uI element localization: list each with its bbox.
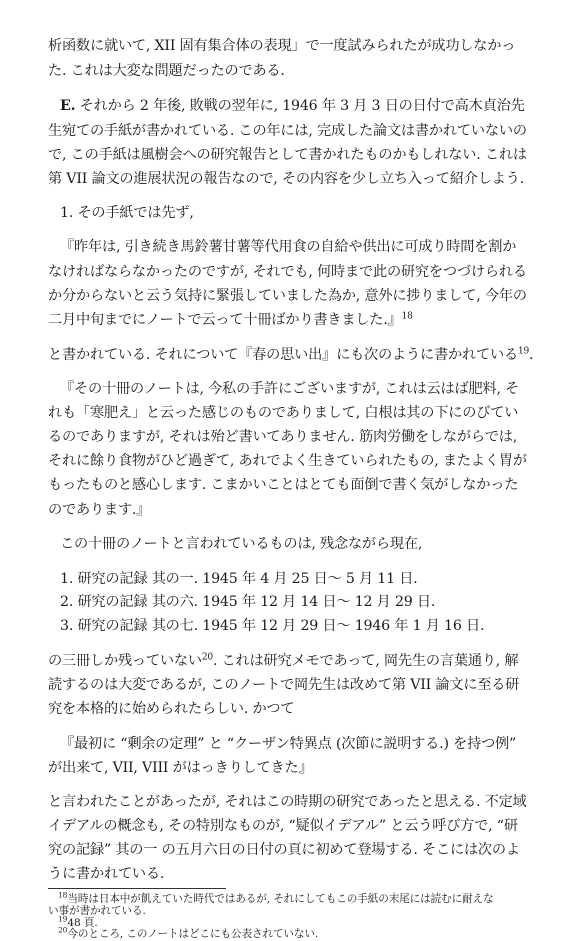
text-line: で, この手紙は風樹会への研究報告として書かれたものかもしれない. これは	[48, 147, 527, 163]
list-item: 3. 研究の記録 其の七. 1945 年 12 月 29 日～ 1946 年 1 月 16 日.	[60, 618, 485, 634]
footnote-ref[interactable]: 20	[201, 652, 213, 663]
list-item: 2. 研究の記録 其の六. 1945 年 12 月 14 日～ 12 月 29 日.	[60, 594, 436, 610]
line-text: の三冊しか残っていない	[48, 653, 202, 669]
text-line: と言われたことがあったが, それはこの時期の研究であったと思える. 不定域	[48, 794, 527, 810]
text-line: E. それから 2 年後, 敗戦の翌年に, 1946 年 3 月 3 日の日付で高木貞治先	[60, 98, 525, 114]
quote-line: 『昨年は, 引き続き馬鈴薯甘薯等代用食の自給や供出に可成り時間を割か	[60, 239, 517, 255]
footnote-ref[interactable]: 19	[517, 346, 529, 357]
quote-line: 『その十冊のノートは, 今私の手許にございますが, これは云はば肥料, そ	[60, 381, 520, 397]
quote-line	[48, 311, 413, 329]
footnote-ref[interactable]: 18	[401, 311, 413, 322]
line-trail: .	[529, 347, 534, 363]
section-marker: E.	[60, 98, 76, 114]
quote-line: るのでありますが, それは殆ど書いてありません. 筋肉労働をしながらでは,	[48, 429, 518, 445]
text-line: 第 VII 論文の進展状況の報告なので, その内容を少し立ち入って紹介しよう.	[48, 171, 525, 187]
footnote-mark: 19	[58, 914, 68, 924]
line-trail: .	[212, 653, 218, 669]
footnote-mark: 20	[58, 925, 68, 935]
footnote-text: 今のところ, このノートはどこにも公表されていない.	[67, 928, 319, 940]
text-line: 生宛ての手紙が書かれている. この年には, 完成した論文は書かれていないの	[48, 123, 527, 139]
list-item: 1. 研究の記録 其の一. 1945 年 4 月 25 日～ 5 月 11 日.	[60, 571, 418, 587]
footnote-text: 48 頁.	[67, 917, 98, 929]
quote-line: もったものと感心します. こまかいことはとても面倒で書く気がしなかった	[48, 477, 519, 493]
quote-line: れも「寒肥え」と云った感じのものでありまして, 白根は其の下にのびてい	[48, 405, 519, 421]
text-line: 読するのは大変であるが, このノートで岡先生は改めて第 VII 論文に至る研	[48, 677, 520, 693]
quote-line: 『最初に “剰余の定理” と “クーザン特異点 (次節に説明する.) を持つ例”	[60, 736, 517, 752]
text-line: 析函数に就いて, XII 固有集合体の表現」で一度試みられたが成功しなかっ	[48, 38, 516, 54]
text-line: 究を本格的に始められたらしい. かつて	[48, 701, 295, 717]
text-line	[48, 652, 518, 670]
text-line: この十冊のノートと言われているものは, 残念ながら現在,	[60, 536, 423, 552]
text-line: 究の記録” 其の一 の五月六日の日付の頁に初めて登場する. そこには次のよ	[48, 842, 520, 858]
text-line: 1. その手紙では先ず,	[60, 205, 194, 221]
quote-line: なければならなかったのですが, それでも, 何時まで此の研究をつづけられる	[48, 264, 527, 280]
line-text: と書かれている. それについて『春の思い出』にも次のように書かれている	[48, 347, 518, 363]
quote-line: のであります.』	[48, 502, 151, 518]
footnote-text: い事が書かれている.	[48, 905, 146, 917]
text-line	[48, 346, 533, 364]
quote-line: が出来て, VII, VIII がはっきりしてきた』	[48, 760, 313, 776]
quote-text: 二月中旬までにノートで云って十冊ばかり書きました.』	[48, 312, 402, 328]
text-line: イデアルの概念も, その特別なものが, “疑似イデアル” と云う呼び方で, “研	[48, 818, 518, 834]
footnote-mark: 18	[58, 890, 68, 900]
quote-line: か分からないと云う気持に緊張していました為か, 意外に捗りまして, 今年の	[48, 288, 527, 304]
text-line: た. これは大変な問題だったのである.	[48, 63, 285, 79]
footnote	[58, 925, 319, 941]
quote-line: それに餘り食物がひど過ぎて, あれでよく生きていられたもの, またよく胃が	[48, 453, 527, 469]
text-line: うに書かれている.	[48, 866, 165, 882]
footnote-divider	[48, 888, 226, 889]
line-text: これは研究メモであって, 岡先生の言葉通り, 解	[221, 653, 519, 669]
footnote-text: 当時は日本中が飢えていた時代ではあるが, それにしてもこの手紙の末尾には読むに耐えな	[67, 893, 494, 905]
